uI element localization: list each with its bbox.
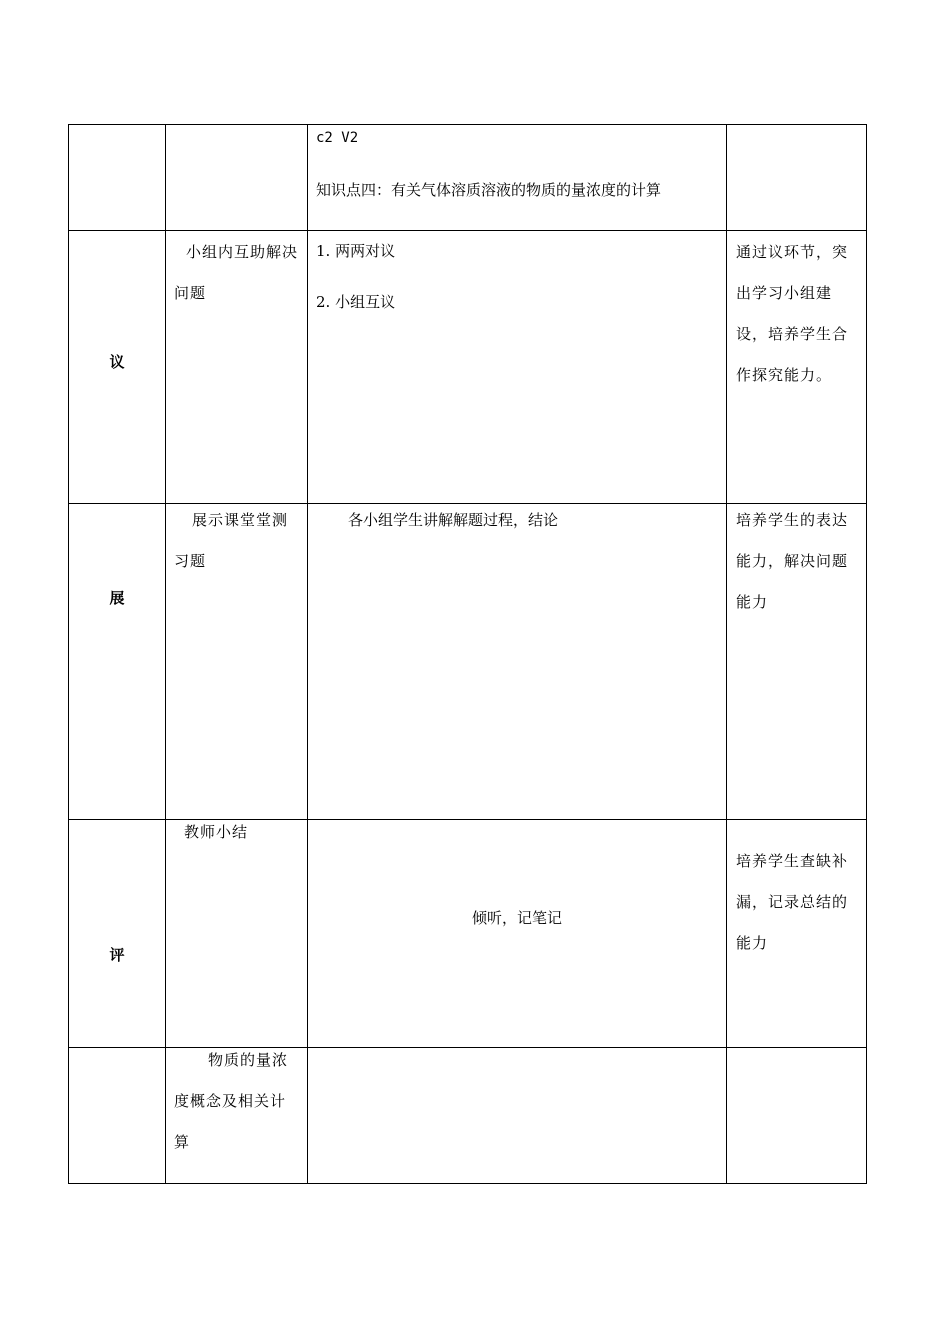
purpose-cell bbox=[727, 504, 866, 819]
stage-label: 议 bbox=[109, 353, 125, 371]
table-row bbox=[69, 504, 866, 820]
stage-label: 展 bbox=[109, 589, 125, 607]
stage-cell bbox=[69, 504, 166, 819]
formula-text: c2 V2 bbox=[316, 130, 359, 146]
activity-cell bbox=[166, 1048, 308, 1183]
purpose-cell bbox=[727, 1048, 866, 1183]
purpose-cell bbox=[727, 231, 866, 503]
stage-label: 评 bbox=[109, 946, 125, 964]
purpose-text: 通过议环节，突出学习小组建设，培养学生合作探究能力。 bbox=[736, 243, 849, 384]
purpose-text: 培养学生查缺补漏，记录总结的能力 bbox=[736, 852, 849, 952]
purpose-text: 培养学生的表达能力，解决问题能力 bbox=[736, 511, 849, 611]
activity-cell bbox=[166, 504, 308, 819]
table-row bbox=[69, 1048, 866, 1183]
table-row bbox=[69, 820, 866, 1048]
table-row bbox=[69, 125, 866, 231]
table-row bbox=[69, 231, 866, 504]
purpose-cell bbox=[727, 125, 866, 230]
content-cell bbox=[308, 125, 727, 230]
stage-cell bbox=[69, 1048, 166, 1183]
activity-text: 小组内互助解决问题 bbox=[174, 243, 299, 302]
content-cell bbox=[308, 504, 727, 819]
stage-cell bbox=[69, 231, 166, 503]
list-item: 2. 小组互议 bbox=[316, 293, 396, 311]
activity-cell bbox=[166, 125, 308, 230]
content-text: 各小组学生讲解解题过程，结论 bbox=[348, 511, 559, 529]
stage-cell bbox=[69, 820, 166, 1047]
content-cell bbox=[308, 820, 727, 1047]
activity-text: 展示课堂堂测习题 bbox=[174, 511, 289, 570]
list-item: 1. 两两对议 bbox=[316, 242, 396, 260]
stage-cell bbox=[69, 125, 166, 230]
knowledge-point-title: 知识点四：有关气体溶质溶液的物质的量浓度的计算 bbox=[316, 181, 662, 199]
content-text: 倾听，记笔记 bbox=[471, 909, 562, 927]
content-cell bbox=[308, 1048, 727, 1183]
activity-text: 教师小结 bbox=[184, 823, 249, 841]
activity-text: 物质的量浓度概念及相关计算 bbox=[174, 1051, 289, 1151]
purpose-cell bbox=[727, 820, 866, 1047]
content-cell bbox=[308, 231, 727, 503]
activity-cell bbox=[166, 820, 308, 1047]
activity-cell bbox=[166, 231, 308, 503]
lesson-plan-table bbox=[68, 124, 867, 1184]
